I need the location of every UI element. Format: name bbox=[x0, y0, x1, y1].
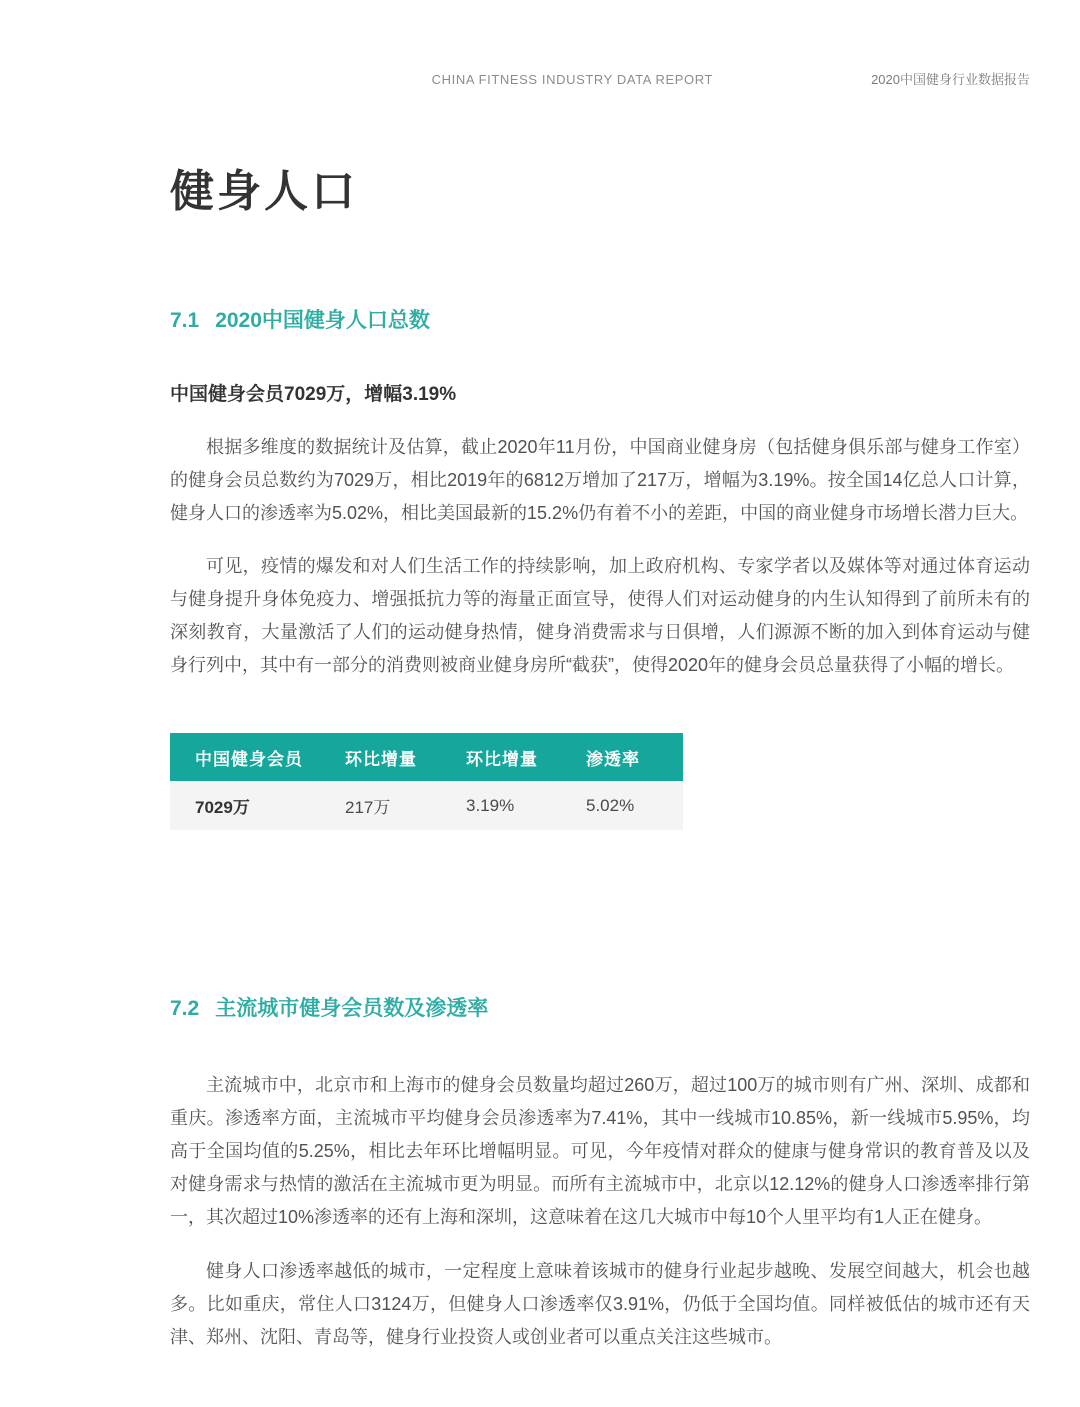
table-data-cell: 217万 bbox=[345, 798, 391, 817]
section-title: 2020中国健身人口总数 bbox=[215, 309, 430, 332]
report-header bbox=[170, 0, 1030, 88]
table-header-cell: 中国健身会员 bbox=[195, 749, 303, 769]
section-7-1 bbox=[170, 306, 1030, 830]
section-heading-7-1 bbox=[170, 306, 1030, 336]
section-title: 主流城市健身会员数及渗透率 bbox=[215, 997, 489, 1020]
chapter-title: 健身人口 bbox=[170, 167, 358, 216]
table-data-cell: 7029万 bbox=[195, 798, 250, 817]
table-header-row bbox=[170, 733, 683, 781]
table-data-row bbox=[170, 781, 683, 830]
paragraph: 主流城市中，北京市和上海市的健身会员数量均超过260万，超过100万的城市则有广州、深圳、成都和重庆。渗透率方面，主流城市平均健身会员渗透率为7.41%，其中一线城市10.85%，新一线城市5.95%，均高于全国均值的5.25%，相比去年环比增幅明显。可见，今年疫情对群众的健康与健身常识的教育普及以及对健身需求与热情的激活在主流城市更为明显。而所有主流城市中，北京以12.12%的健身人口渗透率排行第一，其次超过10%渗透率的还有上海和深圳，这意味着在这几大城市中每10个人里平均有1人正在健身。 bbox=[170, 1075, 1030, 1227]
report-title-en: CHINA FITNESS INDUSTRY DATA REPORT bbox=[431, 72, 714, 87]
lead-statement: 中国健身会员7029万，增幅3.19% bbox=[170, 384, 457, 405]
table-data-cell: 3.19% bbox=[466, 795, 515, 815]
section-number: 7.1 bbox=[170, 309, 200, 332]
table-header-cell: 环比增量 bbox=[466, 749, 538, 769]
section-heading-7-2 bbox=[170, 994, 1030, 1024]
paragraph: 根据多维度的数据统计及估算，截止2020年11月份，中国商业健身房（包括健身俱乐部与健身工作室）的健身会员总数约为7029万，相比2019年的6812万增加了217万，增幅为3.19%。按全国14亿总人口计算，健身人口的渗透率为5.02%，相比美国最新的15.2%仍有着不小的差距，中国的商业健身市场增长潜力巨大。 bbox=[170, 437, 1030, 523]
section-7-2 bbox=[170, 994, 1030, 1354]
table-data-cell: 5.02% bbox=[586, 795, 635, 815]
table-header-cell: 环比增量 bbox=[345, 749, 417, 769]
paragraph: 健身人口渗透率越低的城市，一定程度上意味着该城市的健身行业起步越晚、发展空间越大，机会也越多。比如重庆，常住人口3124万，但健身人口渗透率仅3.91%，仍低于全国均值。同样被低估的城市还有天津、郑州、沈阳、青岛等，健身行业投资人或创业者可以重点关注这些城市。 bbox=[170, 1261, 1030, 1347]
table-header-cell: 渗透率 bbox=[586, 749, 640, 769]
members-table bbox=[170, 733, 683, 830]
paragraph: 可见，疫情的爆发和对人们生活工作的持续影响，加上政府机构、专家学者以及媒体等对通过体育运动与健身提升身体免疫力、增强抵抗力等的海量正面宣导，使得人们对运动健身的内生认知得到了前所未有的深刻教育，大量激活了人们的运动健身热情，健身消费需求与日俱增，人们源源不断的加入到体育运动与健身行列中，其中有一部分的消费则被商业健身房所“截获”，使得2020年的健身会员总量获得了小幅的增长。 bbox=[170, 556, 1030, 675]
section-number: 7.2 bbox=[170, 997, 200, 1020]
report-title-zh: 2020中国健身行业数据报告 bbox=[871, 72, 1030, 87]
